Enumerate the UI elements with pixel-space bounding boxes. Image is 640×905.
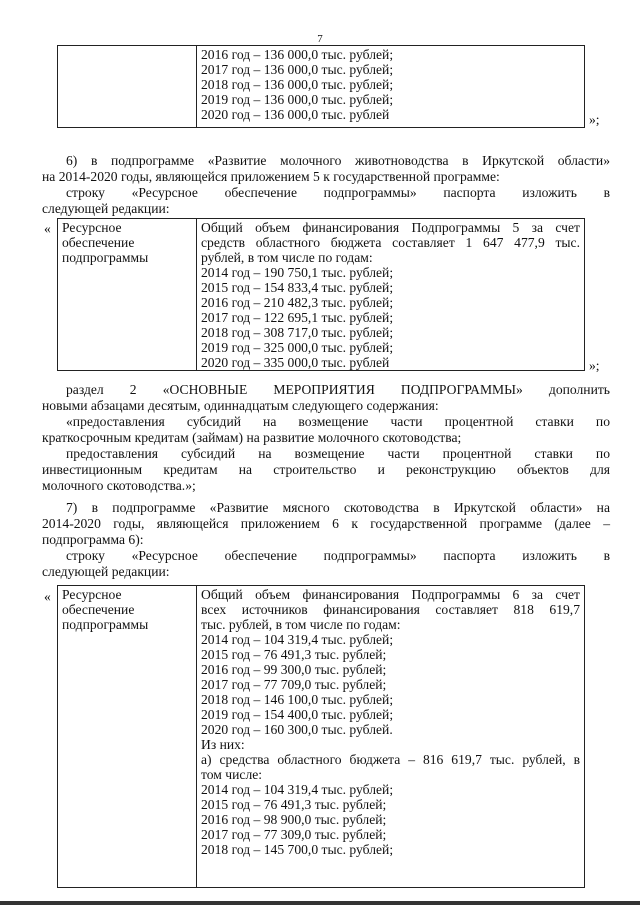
intro-line: тыс. рублей, в том числе по годам: bbox=[201, 617, 401, 632]
para7-line: 7) в подпрограмме «Развитие мясного скотоводства в Иркутской области» на bbox=[66, 500, 610, 515]
section2-line: «предоставления субсидий на возмещение части процентной ставки по bbox=[66, 414, 610, 429]
open-quote-mark: « bbox=[44, 589, 51, 604]
list-item: 2018 год – 145 700,0 тыс. рублей; bbox=[201, 842, 394, 857]
para7-line: строку «Ресурсное обеспечение подпрограммы» паспорта изложить в bbox=[66, 548, 610, 563]
intro-line: рублей, в том числе по годам: bbox=[201, 250, 373, 265]
list-item: 2014 год – 104 319,4 тыс. рублей; bbox=[201, 782, 394, 797]
intro-line: Общий объем финансирования Подпрограммы 6 за счет bbox=[201, 587, 580, 602]
list-item: 2020 год – 136 000,0 тыс. рублей bbox=[201, 107, 390, 122]
close-quote-mark: »; bbox=[589, 358, 600, 373]
section2-line: раздел 2 «ОСНОВНЫЕ МЕРОПРИЯТИЯ ПОДПРОГРАММЫ» дополнить bbox=[66, 382, 610, 397]
list-item: 2017 год – 77 709,0 тыс. рублей; bbox=[201, 677, 387, 692]
list-item: 2016 год – 210 482,3 тыс. рублей; bbox=[201, 295, 394, 310]
list-item: 2014 год – 104 319,4 тыс. рублей; bbox=[201, 632, 394, 647]
regional-line: том числе: bbox=[201, 767, 263, 782]
table5-values-cell bbox=[197, 219, 585, 371]
list-item: 2015 год – 76 491,3 тыс. рублей; bbox=[201, 797, 387, 812]
close-quote-mark: »; bbox=[589, 112, 600, 127]
list-item: 2015 год – 76 491,3 тыс. рублей; bbox=[201, 647, 387, 662]
intro-line: средств областного бюджета составляет 1 647 477,9 тыс. bbox=[201, 235, 580, 250]
table-subprogram6-resources bbox=[57, 585, 585, 888]
page-number: 7 bbox=[317, 33, 323, 45]
table-top-label-cell bbox=[58, 46, 197, 128]
list-item: 2018 год – 308 717,0 тыс. рублей; bbox=[201, 325, 394, 340]
label-line: Ресурсное bbox=[62, 587, 122, 602]
list-item: 2017 год – 77 309,0 тыс. рублей; bbox=[201, 827, 387, 842]
list-item: 2015 год – 154 833,4 тыс. рублей; bbox=[201, 280, 394, 295]
label-line: обеспечение bbox=[62, 235, 135, 250]
list-item: 2017 год – 136 000,0 тыс. рублей; bbox=[201, 62, 394, 77]
para6-line: строку «Ресурсное обеспечение подпрограммы» паспорта изложить в bbox=[66, 185, 610, 200]
list-item: 2018 год – 136 000,0 тыс. рублей; bbox=[201, 77, 394, 92]
intro-line: всех источников финансирования составляет 818 619,7 bbox=[201, 602, 580, 617]
table-subprogram5-resources bbox=[57, 218, 585, 371]
para6-line: 6) в подпрограмме «Развитие молочного животноводства в Иркутской области» bbox=[66, 153, 610, 168]
para6-line: на 2014-2020 годы, являющейся приложением 5 к государственной программе: bbox=[42, 169, 500, 184]
list-item: 2020 год – 160 300,0 тыс. рублей. bbox=[201, 722, 393, 737]
list-item: 2019 год – 136 000,0 тыс. рублей; bbox=[201, 92, 394, 107]
section2-line: инвестиционным кредитам на строительство и реконструкцию объектов для bbox=[42, 462, 610, 477]
list-item: 2020 год – 335 000,0 тыс. рублей bbox=[201, 355, 390, 370]
para7-line: следующей редакции: bbox=[42, 564, 170, 579]
table6-label-cell bbox=[58, 586, 197, 888]
label-line: подпрограммы bbox=[62, 617, 149, 632]
list-item: 2014 год – 190 750,1 тыс. рублей; bbox=[201, 265, 394, 280]
label-line: Ресурсное bbox=[62, 220, 122, 235]
list-item: 2016 год – 99 300,0 тыс. рублей; bbox=[201, 662, 387, 677]
list-item: 2016 год – 136 000,0 тыс. рублей; bbox=[201, 47, 394, 62]
of-them-label: Из них: bbox=[201, 737, 245, 752]
list-item: 2019 год – 154 400,0 тыс. рублей; bbox=[201, 707, 394, 722]
section2-line: предоставления субсидий на возмещение части процентной ставки по bbox=[66, 446, 610, 461]
section2-line: краткосрочным кредитам (займам) на развитие молочного скотоводства; bbox=[42, 430, 462, 445]
open-quote-mark: « bbox=[44, 221, 51, 236]
section2-line: новыми абзацами десятым, одиннадцатым следующего содержания: bbox=[42, 398, 439, 413]
para7-line: 2014-2020 годы, являющейся приложением 6 к государственной программе (далее – bbox=[42, 516, 610, 531]
label-line: подпрограммы bbox=[62, 250, 149, 265]
scan-bottom-edge bbox=[0, 901, 640, 905]
para7-line: подпрограмма 6): bbox=[42, 532, 144, 547]
table-top-continuation bbox=[57, 45, 585, 128]
label-line: обеспечение bbox=[62, 602, 135, 617]
para6-line: следующей редакции: bbox=[42, 201, 170, 216]
table5-label-cell bbox=[58, 219, 197, 371]
intro-line: Общий объем финансирования Подпрограммы 5 за счет bbox=[201, 220, 580, 235]
table-top-values-cell bbox=[197, 46, 585, 128]
list-item: 2017 год – 122 695,1 тыс. рублей; bbox=[201, 310, 394, 325]
table6-values-cell bbox=[197, 586, 585, 888]
regional-line: а) средства областного бюджета – 816 619,7 тыс. рублей, в bbox=[201, 752, 580, 767]
section2-line: молочного скотоводства.»; bbox=[42, 478, 196, 493]
list-item: 2019 год – 325 000,0 тыс. рублей; bbox=[201, 340, 394, 355]
list-item: 2016 год – 98 900,0 тыс. рублей; bbox=[201, 812, 387, 827]
list-item: 2018 год – 146 100,0 тыс. рублей; bbox=[201, 692, 394, 707]
